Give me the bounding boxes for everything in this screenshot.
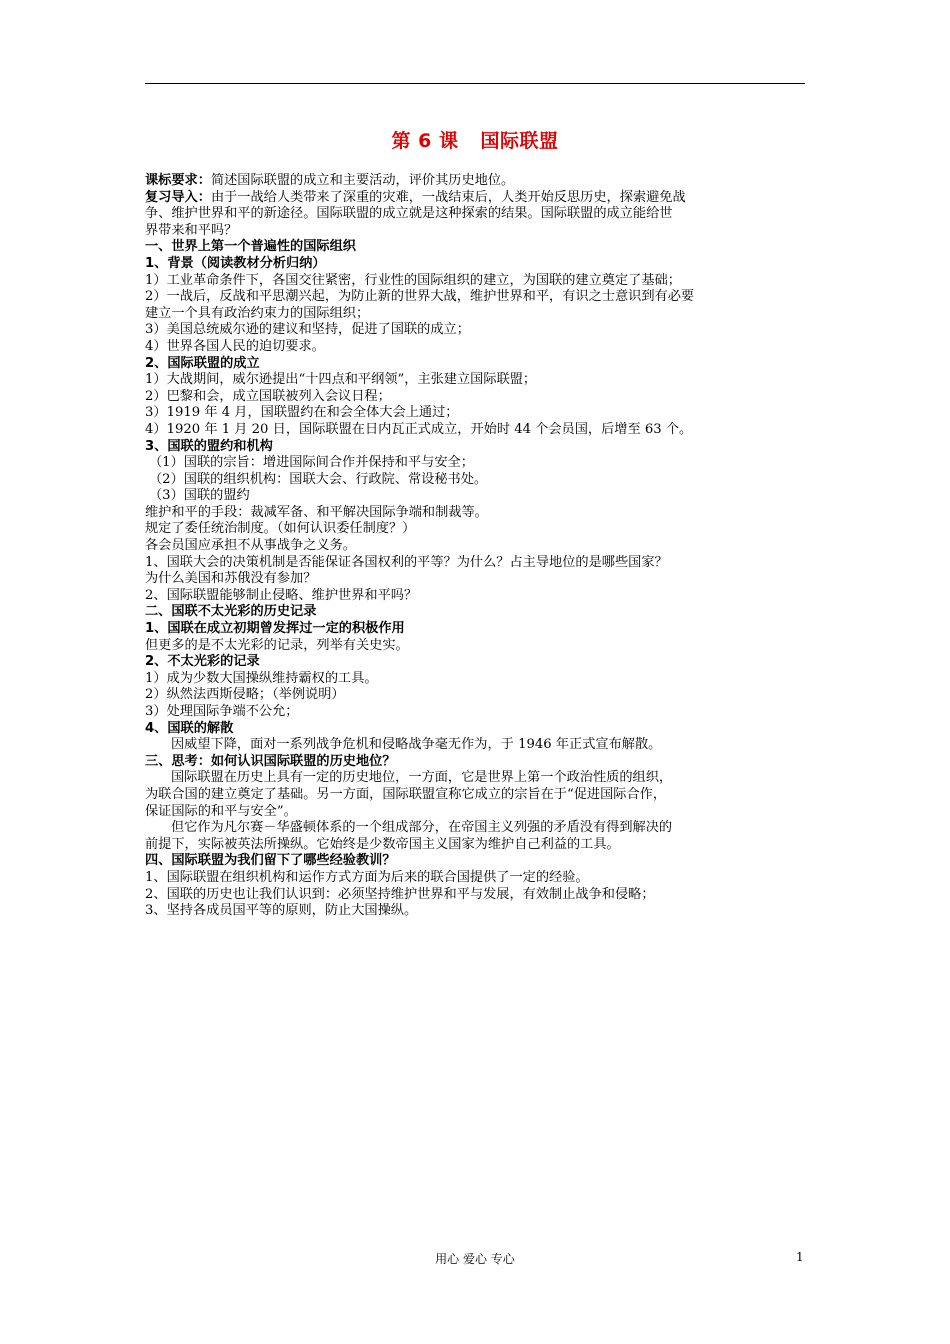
section-heading: 一、世界上第一个普遍性的国际组织 (145, 239, 356, 255)
list-item: 2）纵然法西斯侵略；（举例说明） (145, 687, 345, 703)
text-line: 维护和平的手段：裁减军备、和平解决国际争端和制裁等。 (145, 504, 488, 520)
list-item: 3）处理国际争端不公允； (145, 704, 299, 719)
list-item: 3）1919 年 4 月，国联盟约在和会全体大会上通过； (145, 405, 459, 421)
review-line: 界带来和平吗？ (145, 222, 238, 238)
document-body (145, 173, 807, 920)
list-item: 3、坚持各成员国平等的原则，防止大国操纵。 (145, 903, 418, 919)
list-item: 建立一个具有政治约束力的国际组织； (145, 305, 370, 321)
list-item: 1）成为少数大国操纵维持霸权的工具。 (145, 670, 378, 686)
list-item: 2）巴黎和会，成立国联被列入会议日程； (145, 388, 391, 404)
list-item: （2）国联的组织机构：国联大会、行政院、常设秘书处。 (149, 471, 488, 487)
list-item: 2、国联的历史也让我们认识到：必须坚持维护世界和平与发展，有效制止战争和侵略； (145, 886, 655, 902)
list-item: 4）1920 年 1 月 20 日，国际联盟在日内瓦正式成立，开始时 44 个会员国，后增至 63 个。 (145, 421, 693, 437)
page-number: 1 (796, 1250, 804, 1264)
list-item: 4）世界各国人民的迫切要求。 (145, 338, 325, 354)
subsection-heading: 2、国际联盟的成立 (145, 355, 260, 371)
text-line: 但更多的是不太光彩的记录，列举有关史实。 (145, 637, 409, 653)
section-heading: 二、国联不太光彩的历史记录 (145, 604, 317, 620)
section-heading: 四、国际联盟为我们留下了哪些经验教训？ (145, 853, 396, 869)
list-item: （1）国联的宗旨：增进国际间合作并保持和平与安全； (149, 455, 474, 471)
subsection-heading: 4、国联的解散 (145, 720, 234, 736)
paragraph-line: 但它作为凡尔赛－华盛顿体系的一个组成部分，在帝国主义列强的矛盾没有得到解决的 (171, 820, 673, 836)
subsection-heading: 1、国联在成立初期曾发挥过一定的积极作用 (145, 621, 405, 637)
text-line: 因威望下降，面对一系列战争危机和侵略战争毫无作为，于 1946 年正式宣布解散。 (171, 737, 662, 753)
text-line: 各会员国应承担不从事战争之义务。 (145, 538, 356, 554)
paragraph-line: 前提下，实际被英法所操纵。它始终是少数帝国主义国家为维护自己利益的工具。 (145, 836, 620, 852)
list-item: 1）工业革命条件下，各国交往紧密，行业性的国际组织的建立，为国联的建立奠定了基础； (145, 272, 681, 288)
subsection-heading: 2、不太光彩的记录 (145, 654, 260, 670)
subsection-heading: 3、国联的盟约和机构 (145, 438, 273, 454)
list-item: 1、国际联盟在组织机构和运作方式方面为后来的联合国提供了一定的经验。 (145, 869, 589, 885)
paragraph-line: 国际联盟在历史上具有一定的历史地位，一方面，它是世界上第一个政治性质的组织， (171, 770, 673, 786)
question-line: 1、国联大会的决策机制是否能保证各国权利的平等？为什么？占主导地位的是哪些国家？ (145, 554, 668, 570)
paragraph-line: 为联合国的建立奠定了基础。另一方面，国际联盟宣称它成立的宗旨在于“促进国际合作， (145, 786, 667, 802)
paragraph-line: 保证国际的和平与安全”。 (145, 803, 297, 819)
list-item: 1）大战期间，威尔逊提出“十四点和平纲领”，主张建立国际联盟； (145, 372, 537, 388)
list-item: 2）一战后，反战和平思潮兴起，为防止新的世界大战，维护世界和平，有识之士意识到有必要 (145, 289, 695, 305)
header-rule (145, 83, 805, 84)
requirement-line: 课标要求：简述国际联盟的成立和主要活动，评价其历史地位。 (145, 173, 515, 188)
question-line: 2、国际联盟能够制止侵略、维护世界和平吗？ (145, 587, 418, 603)
review-line: 复习导入：由于一战给人类带来了深重的灾难，一战结束后，人类开始反思历史，探索避免战 (145, 189, 686, 205)
list-item: 3）美国总统威尔逊的建议和坚持，促进了国联的成立； (145, 322, 470, 338)
lesson-title: 第 6 课 国际联盟 (391, 130, 559, 152)
text-line: 规定了委任统治制度。（如何认识委任制度？） (145, 521, 416, 537)
review-line: 争、维护世界和平的新途径。国际联盟的成立就是这种探索的结果。国际联盟的成立能给世 (145, 206, 673, 222)
question-line: 为什么美国和苏俄没有参加？ (145, 571, 317, 587)
subsection-heading: 1、背景（阅读教材分析归纳） (145, 255, 326, 271)
list-item: （3）国联的盟约 (149, 488, 250, 504)
section-heading: 三、思考：如何认识国际联盟的历史地位？ (145, 753, 396, 769)
footer-text: 用心 爱心 专心 (435, 1252, 515, 1266)
